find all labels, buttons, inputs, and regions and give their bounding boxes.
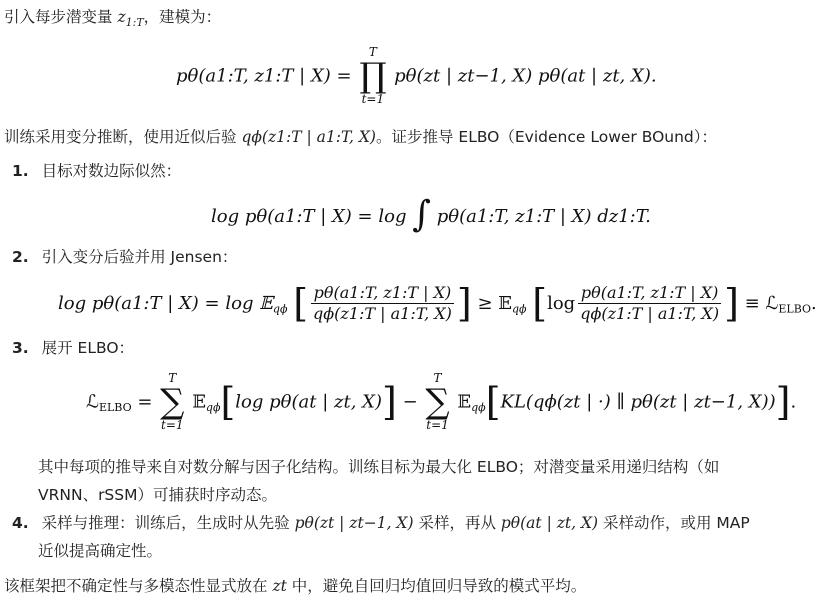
eq1-rhs: pθ(zt | zt−1, X) pθ(at | zt, X). [394,65,657,87]
fraction-2: $\frac{p\theta(a1:T, z1:T | X)}{q\phi(z1:T | a1:T, X)}$ [580,283,720,323]
step-2-text: 引入变分后验并用 Jensen： [41,248,238,266]
step-1-text: 目标对数边际似然： [41,162,182,180]
equation-elbo-expanded: ℒ$_{ELBO}$ = T ∑ t=1 𝔼$_{q\phi}$[log pθ(at | zt, X)] − T ∑ t=1 𝔼$_{q\phi}$[KL(qϕ(zt | ·) ∥ pθ(zt | zt−1, X))]. [86,371,797,432]
sum-operator-2: T ∑ t=1 [425,371,450,432]
step-1-number: 1. [12,162,29,180]
intro-var: $z_{1:T}$ [117,8,144,29]
step-3 [12,338,134,358]
product-operator: T ∏ t=1 [359,45,387,106]
final-line: 该框架把不确定性与多模态性显式放在 zt 中，避免自回归均值回归导致的模式平均。 [4,577,587,595]
eq1-lhs: pθ(a1:T, z1:T | X) = [176,65,352,87]
step-4-number: 4. [12,514,29,532]
intro-prefix: 引入每步潜变量 [4,8,118,26]
step-2-number: 2. [12,248,29,266]
variational-line: 训练采用变分推断，使用近似后验 qϕ(z1:T | a1:T, X)。证步推导 ELBO（Evidence Lower BOund）： [4,128,717,146]
step-2 [12,247,237,267]
equation-joint-model [176,46,657,106]
fraction-1: $\frac{p\theta(a1:T, z1:T | X)}{q\phi(z1:T | a1:T, X)}$ [313,283,452,323]
step-4-prior-math: pθ(zt | zt−1, X) [294,514,414,532]
step-3-note-line-2: VRNN、rSSM）可捕获时序动态。 [38,486,277,504]
step-3-number: 3. [12,339,29,357]
equation-jensen: log pθ(a1:T | X) = log 𝔼$_{q\phi}$ [ $\frac{p\theta(a1:T, z1:T | X)}{q\phi(z1:T | a1:T, X)}$ ] ≥ 𝔼$_{q\phi}$ [log $\frac{p\theta(a1:T, z1:T | X)}{q\phi(z1:T | a1:T, X)}$ ] ≡ ℒ$_{ELBO}$. [58,281,817,326]
integral-symbol: ∫ [412,194,431,235]
intro-line [4,7,221,33]
step-3-note-line-1: 其中每项的推导来自对数分解与因子化结构。训练目标为最大化 ELBO；对潜变量采用递归结构（如 [38,458,720,476]
intro-suffix: ，建模为： [143,8,222,26]
variational-math: qϕ(z1:T | a1:T, X) [241,128,376,146]
step-3-text: 展开 ELBO： [41,339,135,357]
equation-log-marginal: log pθ(a1:T | X) = log ∫ pθ(a1:T, z1:T | X) dz1:T. [211,194,651,235]
step-4: 4. 采样与推理：训练后，生成时从先验 pθ(zt | zt−1, X) 采样，再从 pθ(at | zt, X) 采样动作，或用 MAP [12,514,750,532]
step-4-likelihood-math: pθ(at | zt, X) [500,514,599,532]
step-1 [12,161,181,181]
sum-operator-1: T ∑ t=1 [160,371,185,432]
step-4-line-2: 近似提高确定性。 [38,542,163,560]
final-math: zt [272,577,287,595]
